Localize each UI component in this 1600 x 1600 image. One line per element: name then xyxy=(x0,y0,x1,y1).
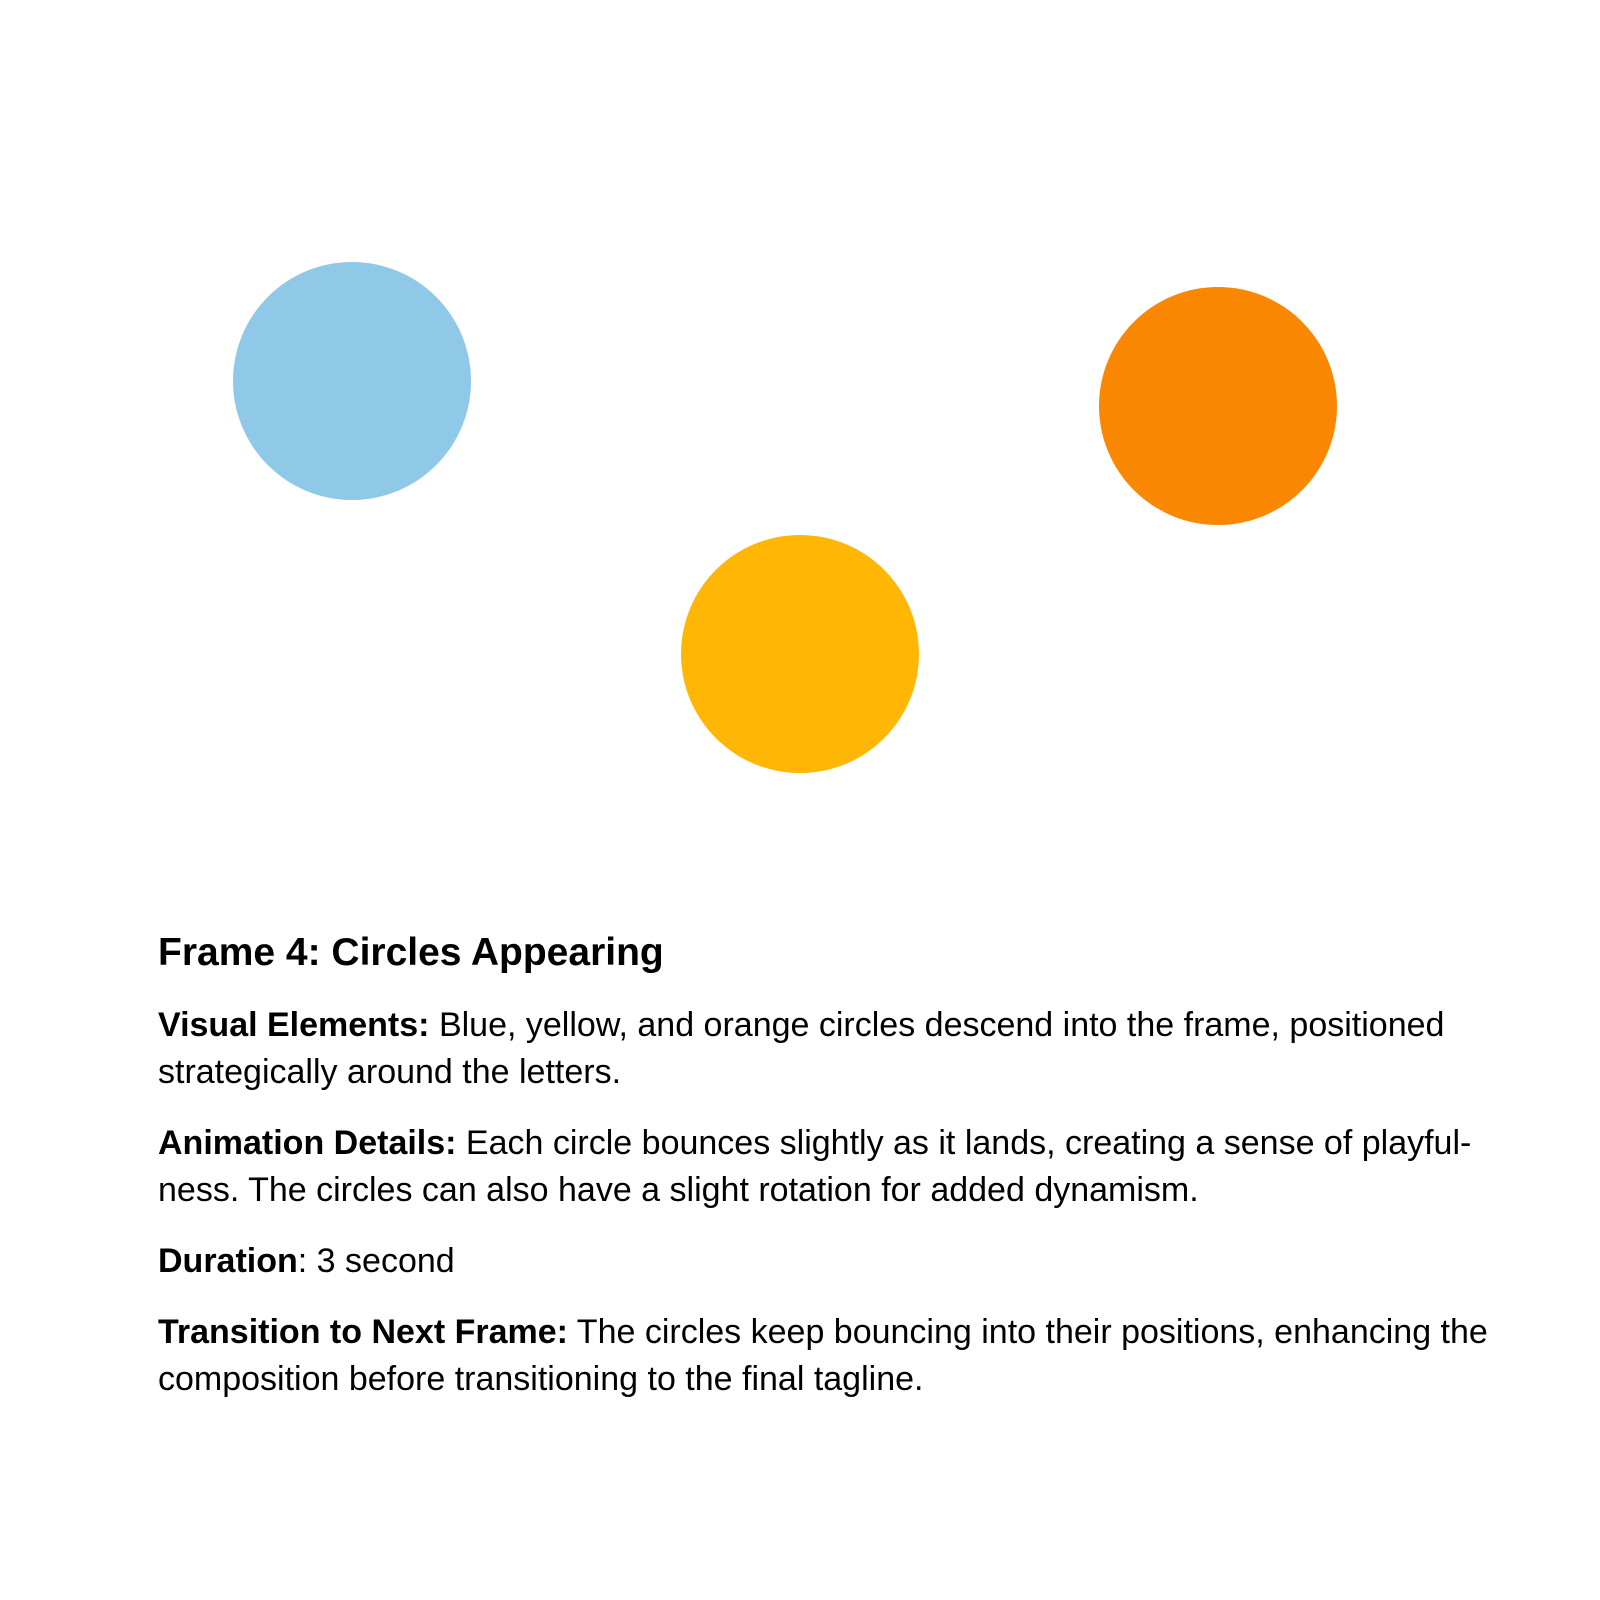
blue-circle xyxy=(233,262,471,500)
paragraph-duration xyxy=(158,1238,1600,1285)
paragraph-label: Animation Details: xyxy=(158,1124,457,1162)
paragraph-text-line: ness. The circles can also have a slight rotation for added dynamism. xyxy=(158,1171,1199,1209)
orange-circle xyxy=(1099,287,1337,525)
paragraph-animation-details xyxy=(158,1120,1600,1214)
frame-title: Frame 4: Circles Appearing xyxy=(158,931,664,974)
paragraph-text-line: strategically around the letters. xyxy=(158,1053,622,1091)
paragraph-text-line: Blue, yellow, and orange circles descend into the frame, positioned xyxy=(429,1006,1445,1044)
paragraph-label: Transition to Next Frame: xyxy=(158,1313,568,1351)
paragraph-transition xyxy=(158,1309,1600,1403)
paragraph-visual-elements xyxy=(158,1002,1600,1096)
paragraph-text-line: composition before transitioning to the final tagline. xyxy=(158,1360,924,1398)
paragraph-text-line: : 3 second xyxy=(297,1242,455,1280)
paragraph-text-line: Each circle bounces slightly as it lands, creating a sense of playful- xyxy=(456,1124,1472,1162)
paragraph-label: Visual Elements: xyxy=(158,1006,430,1044)
frame-description xyxy=(158,930,1600,1427)
paragraph-text-line: The circles keep bouncing into their positions, enhancing the xyxy=(567,1313,1488,1351)
yellow-circle xyxy=(681,535,919,773)
paragraph-label: Duration xyxy=(158,1242,298,1280)
